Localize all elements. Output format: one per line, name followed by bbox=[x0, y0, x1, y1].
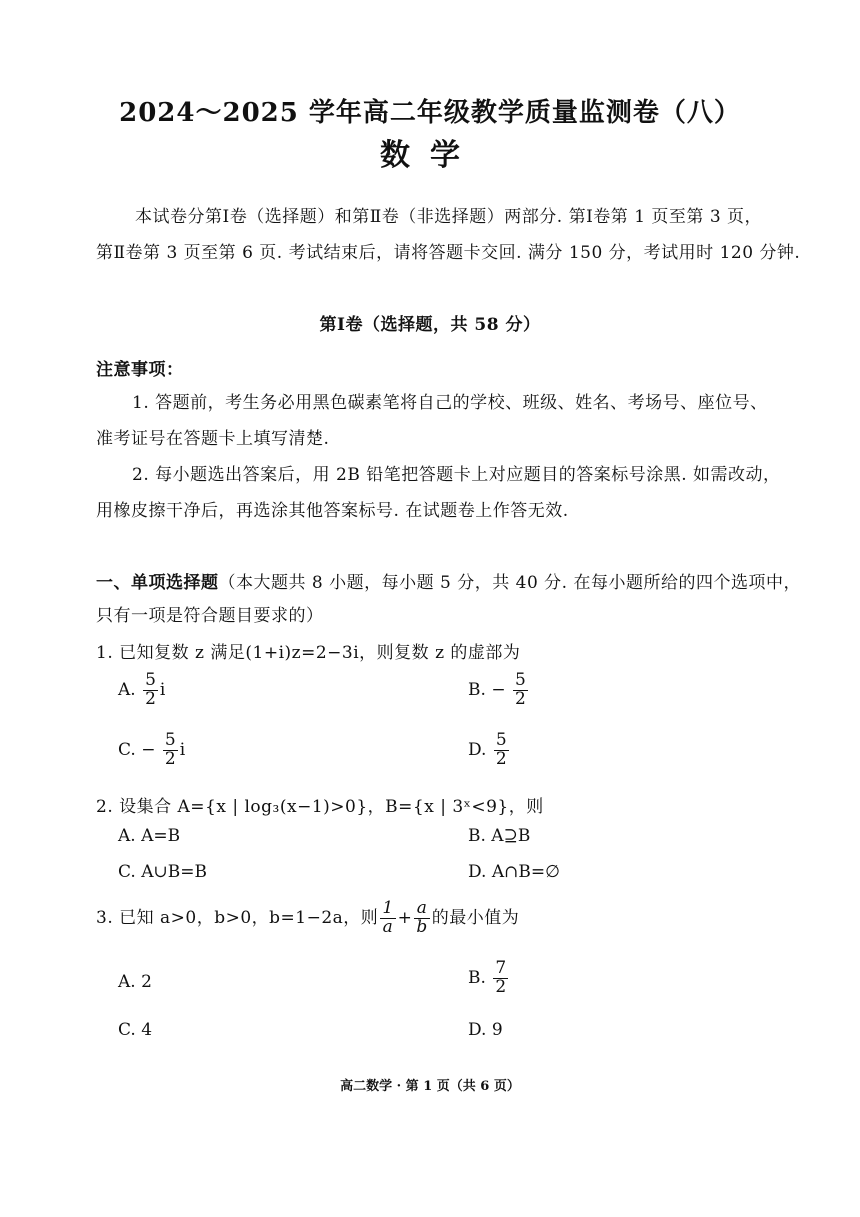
q1-option-b bbox=[468, 672, 530, 709]
subject-title: 数学 bbox=[380, 138, 480, 173]
q1-c-den: 2 bbox=[164, 748, 176, 769]
section-1-line-1 bbox=[96, 568, 801, 593]
exam-title: 2024～2025 学年高二年级教学质量监测卷（八） bbox=[119, 98, 741, 128]
q1-c-num: 5 bbox=[164, 730, 176, 750]
q3-fraction-2 bbox=[414, 900, 429, 937]
part1-title: 第Ⅰ卷（选择题，共 58 分） bbox=[319, 315, 541, 335]
q2-option-a: A. A=B bbox=[118, 826, 181, 846]
q1-d-fraction bbox=[494, 732, 509, 769]
note-1-line-2: 准考证号在答题卡上填写清楚. bbox=[96, 429, 330, 449]
q1-c-suffix: i bbox=[179, 739, 186, 760]
q1-option-d bbox=[468, 732, 511, 769]
q3-f2-den: b bbox=[416, 916, 428, 937]
q1-d-label: D. bbox=[468, 739, 487, 760]
q1-a-suffix: i bbox=[159, 679, 166, 700]
q3-option-d: D. 9 bbox=[468, 1020, 503, 1040]
page-footer: 高二数学 · 第 1 页（共 6 页） bbox=[340, 1079, 520, 1094]
q1-option-c bbox=[118, 732, 185, 769]
note-2-line-2: 用橡皮擦干净后，再选涂其他答案标号. 在试题卷上作答无效. bbox=[96, 501, 569, 521]
note-1-line-1: 1. 答题前，考生务必用黑色碳素笔将自己的学校、班级、姓名、考场号、座位号、 bbox=[132, 393, 768, 413]
q1-a-label: A. bbox=[118, 679, 136, 700]
q1-b-label: B. bbox=[468, 679, 486, 700]
section-1-desc-1: （本大题共 8 小题，每小题 5 分，共 40 分. 在每小题所给的四个选项中， bbox=[218, 573, 801, 593]
q1-a-den: 2 bbox=[145, 688, 156, 709]
q2-option-d: D. A∩B=∅ bbox=[468, 862, 560, 882]
q3-stem-pre: 3. 已知 a>0，b>0，b=1−2a，则 bbox=[96, 907, 379, 928]
q1-a-fraction bbox=[143, 672, 158, 709]
q1-b-den: 2 bbox=[514, 688, 526, 709]
intro-line-2: 第Ⅱ卷第 3 页至第 6 页. 考试结束后，请将答题卡交回. 满分 150 分，考试用时 120 分钟. bbox=[96, 243, 801, 263]
q3-fraction-1 bbox=[380, 900, 395, 937]
q2-stem: 2. 设集合 A={x | log₃(x−1)>0}，B={x | 3ˣ<9}，则 bbox=[96, 797, 544, 817]
q1-b-fraction bbox=[513, 672, 528, 709]
q1-stem: 1. 已知复数 z 满足(1+i)z=2−3i，则复数 z 的虚部为 bbox=[96, 643, 521, 663]
q1-d-den: 2 bbox=[495, 748, 507, 769]
q3-option-a: A. 2 bbox=[118, 972, 152, 992]
section-1-heading: 一、单项选择题 bbox=[96, 573, 219, 593]
q3-stem-post: 的最小值为 bbox=[431, 907, 520, 928]
section-1-desc-2: 只有一项是符合题目要求的） bbox=[96, 606, 324, 626]
q1-c-label: C. bbox=[118, 739, 136, 760]
q3-option-c: C. 4 bbox=[118, 1020, 153, 1040]
intro-line-1: 本试卷分第Ⅰ卷（选择题）和第Ⅱ卷（非选择题）两部分. 第Ⅰ卷第 1 页至第 3 页， bbox=[135, 207, 763, 227]
q3-stem bbox=[96, 900, 519, 937]
note-2-line-1: 2. 每小题选出答案后，用 2B 铅笔把答题卡上对应题目的答案标号涂黑. 如需改动， bbox=[132, 465, 781, 485]
q2-option-b: B. A⊇B bbox=[468, 826, 531, 846]
q3-b-fraction bbox=[493, 960, 508, 997]
q1-d-num: 5 bbox=[495, 730, 507, 750]
q1-b-sign: − bbox=[491, 679, 506, 700]
q2-option-c: C. A∪B=B bbox=[118, 862, 207, 882]
q3-f1-den: a bbox=[382, 916, 394, 937]
notes-heading: 注意事项： bbox=[96, 360, 184, 380]
q3-f2-num: a bbox=[414, 900, 429, 919]
q1-b-num: 5 bbox=[514, 670, 526, 690]
q3-f1-num: 1 bbox=[382, 898, 394, 918]
q1-a-num: 5 bbox=[145, 670, 156, 690]
q3-option-b bbox=[468, 960, 510, 997]
q3-b-label: B. bbox=[468, 967, 486, 988]
q3-b-den: 2 bbox=[495, 976, 507, 997]
q1-option-a bbox=[118, 672, 165, 709]
q1-c-fraction bbox=[163, 732, 178, 769]
q3-plus: + bbox=[397, 907, 413, 928]
q3-b-num: 7 bbox=[495, 958, 507, 978]
q1-c-sign: − bbox=[141, 739, 156, 760]
